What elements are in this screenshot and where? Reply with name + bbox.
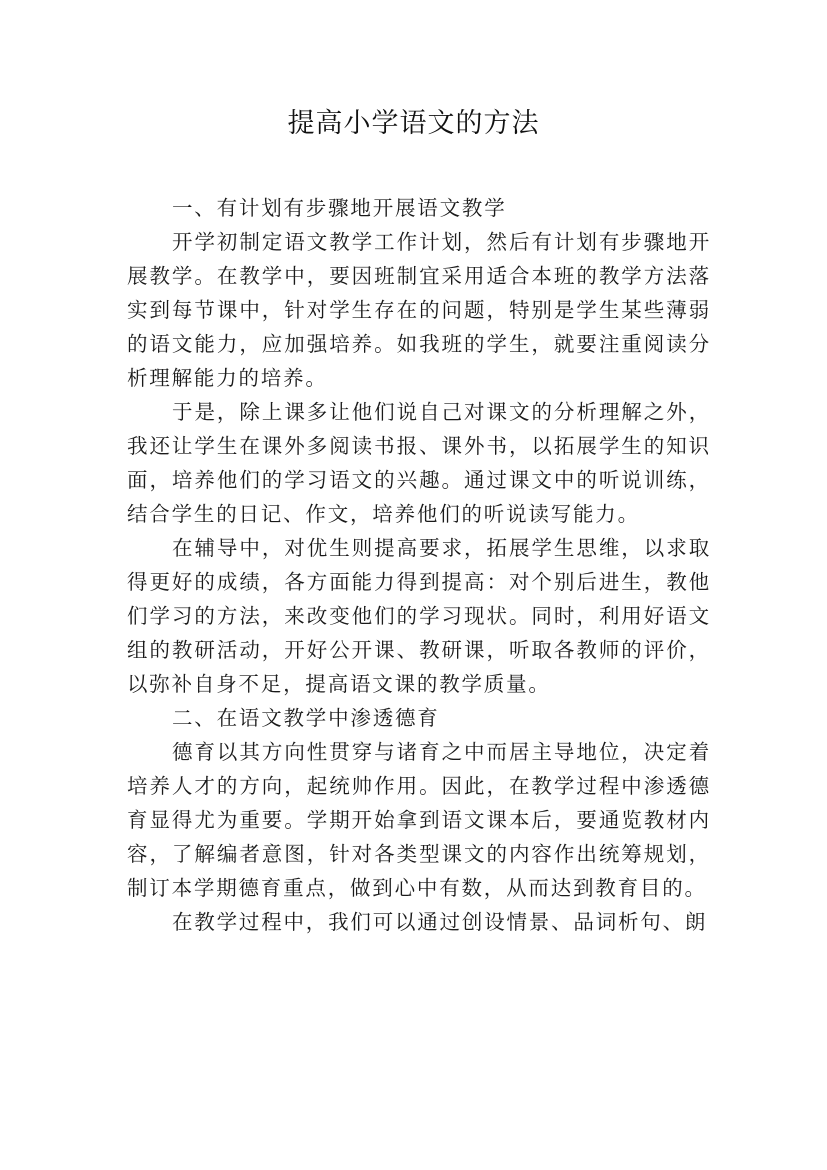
paragraph: 开学初制定语文教学工作计划，然后有计划有步骤地开展教学。在教学中，要因班制宜采用适合本班的教学方法落实到每节课中，针对学生存在的问题，特别是学生某些薄弱的语文能力，应加强培养。如我班的学生，就要注重阅读分析理解能力的培养。: [127, 230, 711, 390]
document-body: [127, 191, 711, 939]
section-heading-2: 二、在语文教学中渗透德育: [172, 706, 440, 730]
paragraph: 在辅导中，对优生则提高要求，拓展学生思维，以求取得更好的成绩，各方面能力得到提高：对个别后进生，教他们学习的方法，来改变他们的学习现状。同时，利用好语文组的教研活动，开好公开课、教研课，听取各教师的评价，以弥补自身不足，提高语文课的教学质量。: [127, 536, 711, 696]
paragraph: 于是，除上课多让他们说自己对课文的分析理解之外，我还让学生在课外多阅读书报、课外书，以拓展学生的知识面，培养他们的学习语文的兴趣。通过课文中的听说训练，结合学生的日记、作文，培养他们的听说读写能力。: [127, 400, 711, 526]
document-title: 提高小学语文的方法: [287, 108, 540, 139]
section-heading-1: 一、有计划有步骤地开展语文教学: [172, 196, 507, 220]
paragraph: 德育以其方向性贯穿与诸育之中而居主导地位，决定着培养人才的方向，起统帅作用。因此，在教学过程中渗透德育显得尤为重要。学期开始拿到语文课本后，要通览教材内容，了解编者意图，针对各类型课文的内容作出统筹规划，制订本学期德育重点，做到心中有数，从而达到教育目的。: [127, 740, 711, 900]
paragraph: 在教学过程中，我们可以通过创设情景、品词析句、朗: [172, 910, 708, 934]
